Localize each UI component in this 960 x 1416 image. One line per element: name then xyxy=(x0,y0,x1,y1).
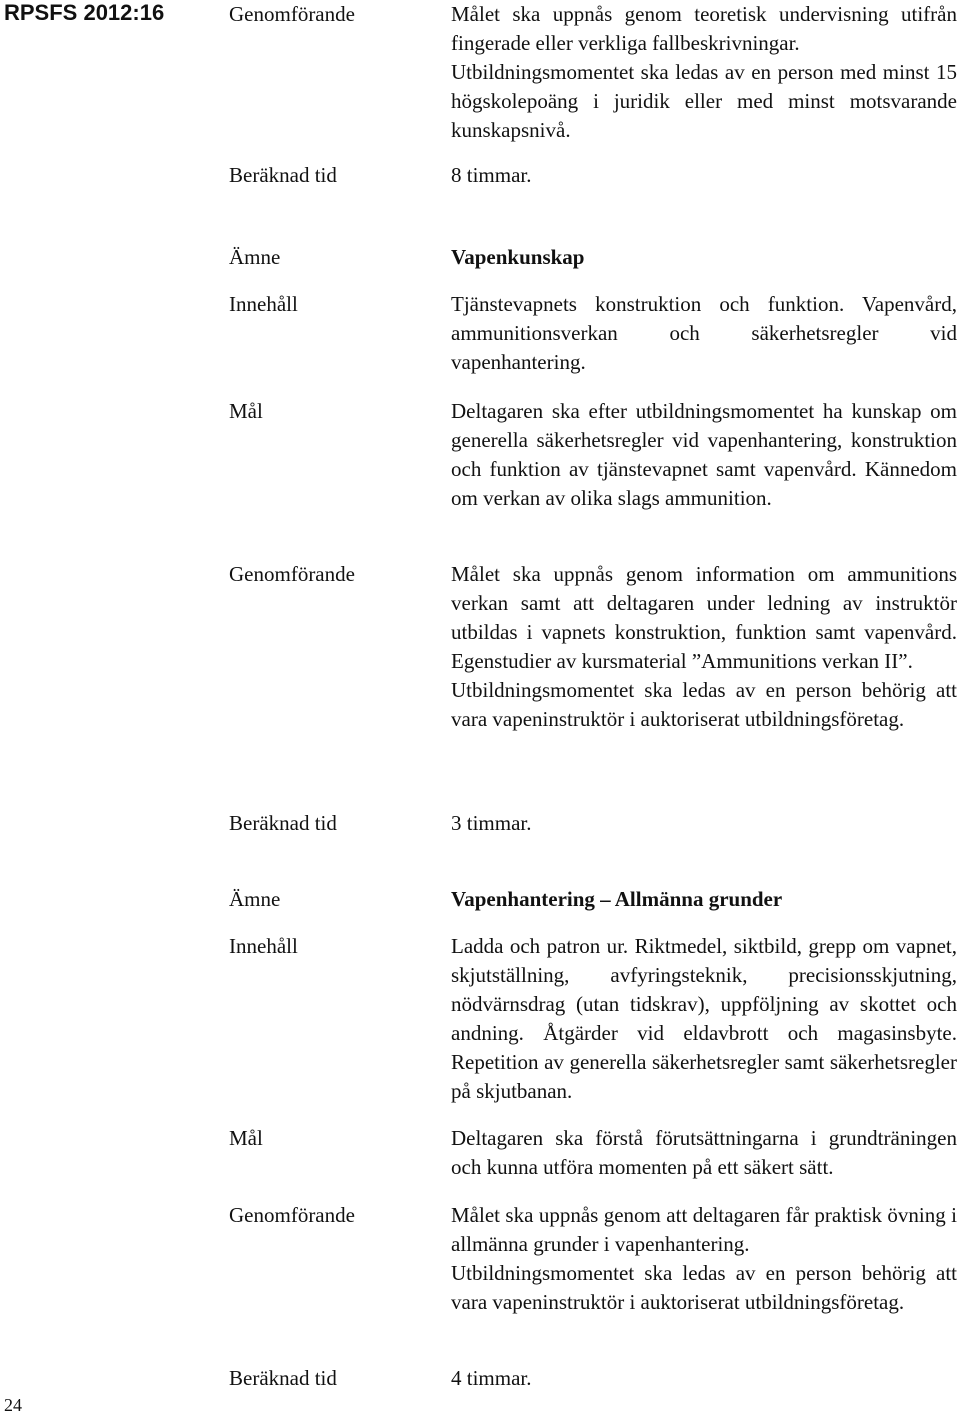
tid-label: Beräknad tid xyxy=(229,811,337,835)
innehall-text: Tjänstevapnets konstruktion och funktion. Vapenvård, ammunitionsverkan och säkerhetsregler vid vapenhantering. xyxy=(451,292,957,374)
section-title: Vapenhantering – Allmänna grunder xyxy=(451,887,783,911)
genomforande-paragraph: Målet ska uppnås genom teoretisk undervisning utifrån fingerade eller verkliga fallbeskrivningar. xyxy=(451,2,957,55)
tid-value: 4 timmar. xyxy=(451,1366,532,1390)
genomforande-label: Genomförande xyxy=(229,1203,355,1227)
genomforande-paragraph: Utbildningsmomentet ska ledas av en person behörig att vara vapeninstruktör i auktoriserat utbildningsföretag. xyxy=(451,678,957,731)
innehall-label: Innehåll xyxy=(229,292,298,316)
tid-value: 3 timmar. xyxy=(451,811,532,835)
innehall-text: Ladda och patron ur. Riktmedel, siktbild, grepp om vapnet, skjutställning, avfyringsteknik, precisionsskjutning, nödvärnsdrag (utan tidskrav), uppföljning av skottet och andning. Åtgärder vid eldavbrott och magasinsbyte. Repetition av generella säkerhetsregler samt säkerhetsregler på skjutbanan. xyxy=(451,934,957,1103)
mal-label: Mål xyxy=(229,399,263,423)
mal-label: Mål xyxy=(229,1126,263,1150)
genomforande-paragraph: Utbildningsmomentet ska ledas av en person med minst 15 högskolepoäng i juridik eller med minst motsvarande kunskapsnivå. xyxy=(451,60,957,142)
genomforande-text xyxy=(451,1201,957,1317)
mal-text: Deltagaren ska förstå förutsättningarna i grundträningen och kunna utföra momenten på ett säkert sätt. xyxy=(451,1126,957,1179)
mal-text: Deltagaren ska efter utbildningsmomentet ha kunskap om generella säkerhetsregler vid vapenhantering, konstruktion och funktion av tjänstevapnet samt vapenvård. Kännedom om verkan av olika slags ammunition. xyxy=(451,399,957,510)
genomforande-text xyxy=(451,560,957,734)
genomforande-paragraph: Målet ska uppnås genom att deltagaren får praktisk övning i allmänna grunder i vapenhantering. xyxy=(451,1203,957,1256)
tid-label: Beräknad tid xyxy=(229,1366,337,1390)
tid-label: Beräknad tid xyxy=(229,163,337,187)
document-code: RPSFS 2012:16 xyxy=(4,0,165,25)
innehall-label: Innehåll xyxy=(229,934,298,958)
genomforande-label: Genomförande xyxy=(229,2,355,26)
genomforande-label: Genomförande xyxy=(229,562,355,586)
tid-value: 8 timmar. xyxy=(451,163,532,187)
amne-label: Ämne xyxy=(229,887,281,911)
genomforande-paragraph: Målet ska uppnås genom information om ammunitions verkan samt att deltagaren under ledning av instruktör utbildas i vapnets konstruktion, funktion samt vapenvård. Egenstudier av kursmaterial ”Ammunitions verkan II”. xyxy=(451,562,957,673)
page-number: 24 xyxy=(4,1395,22,1415)
section-title: Vapenkunskap xyxy=(451,245,585,269)
genomforande-text xyxy=(451,0,957,145)
amne-label: Ämne xyxy=(229,245,281,269)
genomforande-paragraph: Utbildningsmomentet ska ledas av en person behörig att vara vapeninstruktör i auktoriserat utbildningsföretag. xyxy=(451,1261,957,1314)
